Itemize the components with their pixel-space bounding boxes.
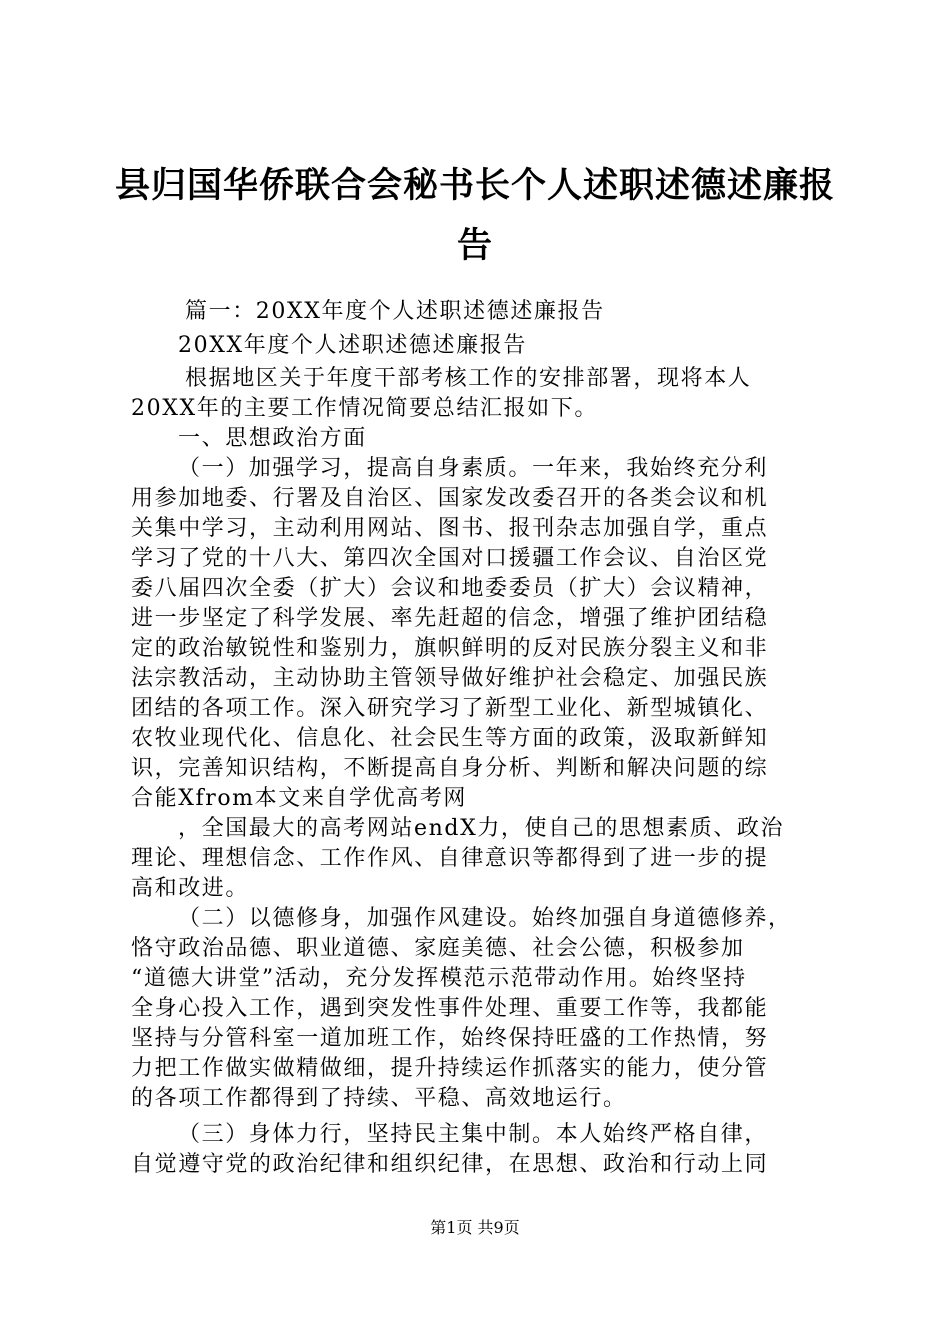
body-line: 学习了党的十八大、第四次全国对口援疆工作会议、自治区党 <box>131 546 769 571</box>
body-line: 的各项工作都得到了持续、平稳、高效地运行。 <box>131 1086 627 1111</box>
section-heading-ideology: 一、思想政治方面 <box>178 426 367 451</box>
body-line: 合能Xfrom本文来自学优高考网 <box>131 786 468 811</box>
body-line: 法宗教活动，主动协助主管领导做好维护社会稳定、加强民族 <box>131 666 769 691</box>
body-line: 20XX年的主要工作情况简要总结汇报如下。 <box>131 396 598 421</box>
body-line: 根据地区关于年度干部考核工作的安排部署，现将本人 <box>185 366 752 391</box>
body-line: 恪守政治品德、职业道德、家庭美德、社会公德，积极参加 <box>131 936 745 961</box>
body-line: 团结的各项工作。深入研究学习了新型工业化、新型城镇化、 <box>131 696 769 721</box>
document-title-line-2: 告 <box>456 225 493 266</box>
body-line: ，全国最大的高考网站endX力，使自己的思想素质、政治 <box>178 816 785 841</box>
body-line: 理论、理想信念、工作作风、自律意识等都得到了进一步的提 <box>131 846 769 871</box>
body-line: 坚持与分管科室一道加班工作，始终保持旺盛的工作热情，努 <box>131 1026 769 1051</box>
body-line: 进一步坚定了科学发展、率先赶超的信念，增强了维护团结稳 <box>131 606 769 631</box>
body-line: 关集中学习，主动利用网站、图书、报刊杂志加强自学，重点 <box>131 516 769 541</box>
section-heading-part-one: 篇一：20XX年度个人述职述德述廉报告 <box>185 299 605 324</box>
body-line: 力把工作做实做精做细，提升持续运作抓落实的能力，使分管 <box>131 1056 769 1081</box>
body-line: 农牧业现代化、信息化、社会民生等方面的政策，汲取新鲜知 <box>131 726 769 751</box>
body-line: （二）以德修身，加强作风建设。始终加强自身道德修养， <box>178 906 792 931</box>
body-line: 委八届四次全委（扩大）会议和地委委员（扩大）会议精神， <box>131 576 769 601</box>
page-number-footer: 第1页 共9页 <box>430 1218 520 1237</box>
body-line: 全身心投入工作，遇到突发性事件处理、重要工作等，我都能 <box>131 996 769 1021</box>
body-line: 自觉遵守党的政治纪律和组织纪律，在思想、政治和行动上同 <box>131 1152 769 1177</box>
body-line: （一）加强学习，提高自身素质。一年来，我始终充分利 <box>178 456 769 481</box>
body-line: “道德大讲堂”活动，充分发挥模范示范带动作用。始终坚持 <box>131 966 747 991</box>
report-subtitle: 20XX年度个人述职述德述廉报告 <box>178 333 527 358</box>
body-line: 识，完善知识结构，不断提高自身分析、判断和解决问题的综 <box>131 756 769 781</box>
body-line: 用参加地委、行署及自治区、国家发改委召开的各类会议和机 <box>131 486 769 511</box>
body-line: 定的政治敏锐性和鉴别力，旗帜鲜明的反对民族分裂主义和非 <box>131 636 769 661</box>
body-line: （三）身体力行，坚持民主集中制。本人始终严格自律， <box>178 1122 769 1147</box>
body-line: 高和改进。 <box>131 876 250 901</box>
document-title-line-1: 县归国华侨联合会秘书长个人述职述德述廉报 <box>115 165 836 206</box>
